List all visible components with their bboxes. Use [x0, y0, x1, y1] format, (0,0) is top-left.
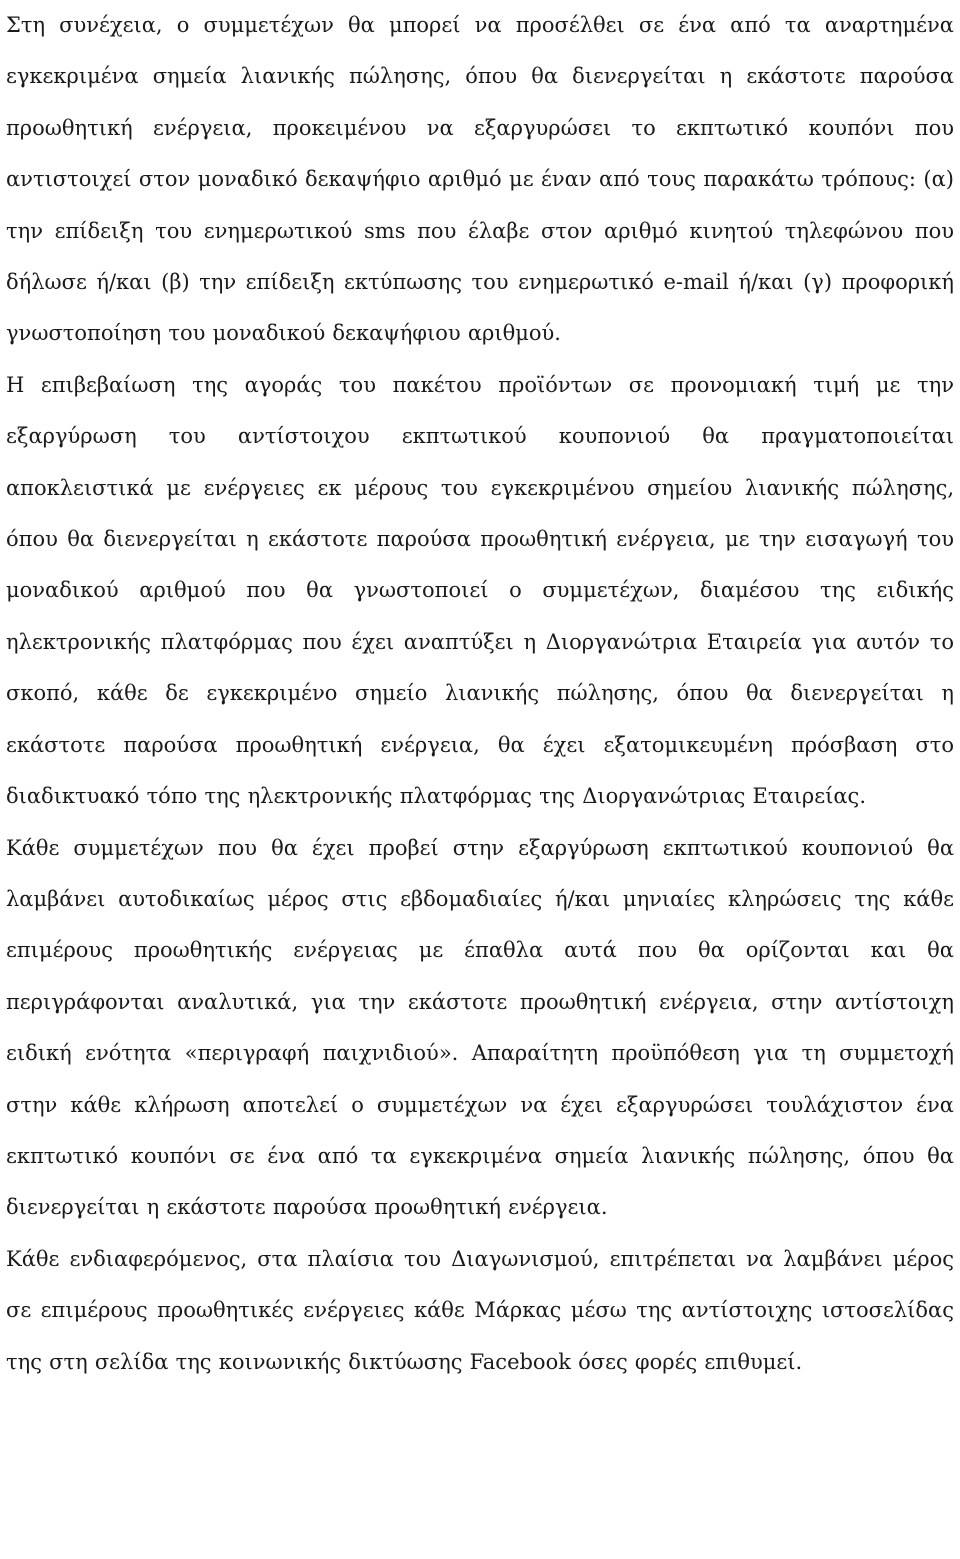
paragraph-draw-participation: Κάθε συμμετέχων που θα έχει προβεί στην εξαργύρωση εκπτωτικού κουπονιού θα λαμβάνει αυτοδικαίως μέρος στις εβδομαδιαίες ή/και μηνιαίες κληρώσεις της κάθε επιμέρους προωθητικής ενέργειας με έπαθλα αυτά που θα ορίζονται και θα περιγράφονται αναλυτικά, για την εκάστοτε προωθητική ενέργεια, στην αντίστοιχη ειδική ενότητα «περιγραφή παιχνιδιού». Απαραίτητη προϋπόθεση για τη συμμετοχή στην κάθε κλήρωση αποτελεί ο συμμετέχων να έχει εξαργυρώσει τουλάχιστον ένα εκπτωτικό κουπόνι σε ένα από τα εγκεκριμένα σημεία λιανικής πώλησης, όπου θα διενεργείται η εκάστοτε παρούσα προωθητική ενέργεια. [6, 835, 954, 1220]
document-page [6, 0, 954, 1388]
paragraph-facebook-participation: Κάθε ενδιαφερόμενος, στα πλαίσια του Διαγωνισμού, επιτρέπεται να λαμβάνει μέρος σε επιμέρους προωθητικές ενέργειες κάθε Μάρκας μέσω της αντίστοιχης ιστοσελίδας της στη σελίδα της κοινωνικής δικτύωσης Facebook όσες φορές επιθυμεί. [6, 1246, 954, 1374]
paragraph-coupon-redemption: Στη συνέχεια, ο συμμετέχων θα μπορεί να προσέλθει σε ένα από τα αναρτημένα εγκεκριμένα σημεία λιανικής πώλησης, όπου θα διενεργείται η εκάστοτε παρούσα προωθητική ενέργεια, προκειμένου να εξαργυρώσει το εκπτωτικό κουπόνι που αντιστοιχεί στον μοναδικό δεκαψήφιο αριθμό με έναν από τους παρακάτω τρόπους: (α) την επίδειξη του ενημερωτικού sms που έλαβε στον αριθμό κινητού τηλεφώνου που δήλωσε ή/και (β) την επίδειξη εκτύπωσης του ενημερωτικό e-mail ή/και (γ) προφορική γνωστοποίηση του μοναδικού δεκαψήφιου αριθμού. [6, 13, 954, 346]
paragraph-purchase-confirmation: Η επιβεβαίωση της αγοράς του πακέτου προϊόντων σε προνομιακή τιμή με την εξαργύρωση του αντίστοιχου εκπτωτικού κουπονιού θα πραγματοποιείται αποκλειστικά με ενέργειες εκ μέρους του εγκεκριμένου σημείου λιανικής πώλησης, όπου θα διενεργείται η εκάστοτε παρούσα προωθητική ενέργεια, με την εισαγωγή του μοναδικού αριθμού που θα γνωστοποιεί ο συμμετέχων, διαμέσου της ειδικής ηλεκτρονικής πλατφόρμας που έχει αναπτύξει η Διοργανώτρια Εταιρεία για αυτόν το σκοπό, κάθε δε εγκεκριμένο σημείο λιανικής πώλησης, όπου θα διενεργείται η εκάστοτε παρούσα προωθητική ενέργεια, θα έχει εξατομικευμένη πρόσβαση στο διαδικτυακό τόπο της ηλεκτρονικής πλατφόρμας της Διοργανώτριας Εταιρείας. [6, 372, 954, 809]
